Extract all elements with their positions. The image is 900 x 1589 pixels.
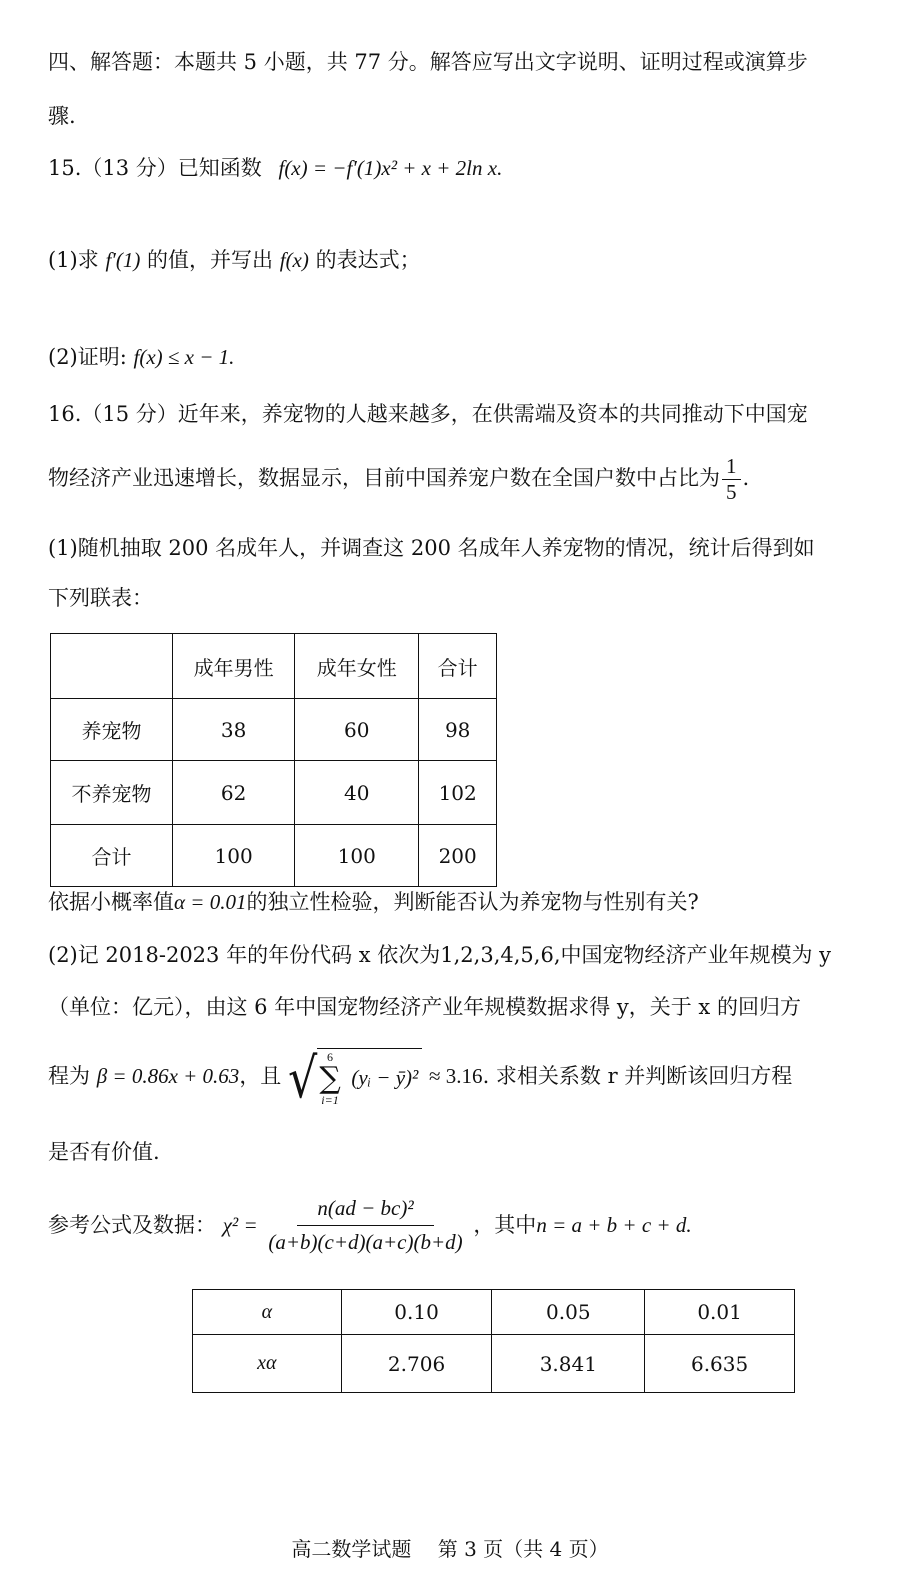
q16-fraction	[722, 456, 741, 503]
reference-label: 参考公式及数据：	[48, 1213, 216, 1238]
q16-part1-line1: (1)随机抽取 200 名成年人，并调查这 200 名成年人养宠物的情况，统计后得到如	[48, 536, 815, 560]
table-cell: 100	[295, 825, 419, 887]
table-cell: 60	[295, 699, 419, 761]
q16-part2-line3	[48, 1045, 793, 1111]
regression-equation: β = 0.86x + 0.63	[96, 1064, 240, 1089]
radicand	[317, 1048, 422, 1107]
q16-intro-line2	[48, 456, 749, 503]
table-cell: 200	[419, 825, 497, 887]
table-cell: 6.635	[645, 1335, 795, 1393]
table-cell: 2.706	[341, 1335, 492, 1393]
n-definition: n = a + b + c + d.	[536, 1213, 692, 1238]
q16-part1-line2: 下列联表：	[48, 586, 153, 610]
sum-body: (yᵢ − ȳ)²	[351, 1065, 419, 1090]
q15-part2-inequality: f(x) ≤ x − 1.	[133, 345, 235, 369]
q16-part1-q-suffix: 的独立性检验，判断能否认为养宠物与性别有关?	[246, 890, 699, 914]
q16-intro-text: 物经济产业迅速增长，数据显示，目前中国养宠户数在全国户数中占比为	[48, 466, 720, 490]
critical-value-table	[192, 1289, 795, 1393]
q16-intro-end: .	[742, 466, 750, 490]
q16-part2-suffix: . 求相关系数 r 并判断该回归方程	[482, 1064, 793, 1089]
q15-part1	[48, 250, 421, 271]
q15-part1-fx: f(x)	[279, 248, 309, 272]
table-cell: 合计	[51, 825, 173, 887]
fraction-numerator: 1	[722, 456, 741, 480]
table-cell: 3.841	[492, 1335, 645, 1393]
sqrt-expression	[288, 1045, 422, 1111]
table-cell: 102	[419, 761, 497, 825]
chi-square-numerator: n(ad − bc)²	[297, 1196, 433, 1226]
table-cell: 100	[173, 825, 295, 887]
table-row	[193, 1290, 795, 1335]
q16-intro-line1: 16.（15 分）近年来，养宠物的人越来越多，在供需端及资本的共同推动下中国宠	[48, 402, 808, 426]
q15-intro: 15.（13 分）已知函数	[48, 156, 262, 180]
q16-part2-line4: 是否有价值.	[48, 1140, 160, 1164]
table-cell: 不养宠物	[51, 761, 173, 825]
fraction-denominator: 5	[726, 480, 737, 504]
q16-part2-and: ，且	[239, 1064, 282, 1089]
page-footer: 高二数学试题 第 3 页（共 4 页）	[291, 1537, 609, 1561]
summation	[319, 1051, 340, 1107]
q15-part2	[48, 347, 234, 368]
reference-where: ，其中	[473, 1213, 537, 1238]
table-header-cell	[51, 634, 173, 699]
sum-upper-limit: 6	[327, 1050, 334, 1064]
table-header-cell: 成年女性	[295, 634, 419, 699]
table-header-cell: 成年男性	[173, 634, 295, 699]
q16-part2-prefix: 程为	[48, 1064, 90, 1089]
table-cell: 0.05	[492, 1290, 645, 1335]
contingency-table	[50, 633, 497, 887]
chi-square-denominator: (a+b)(c+d)(a+c)(b+d)	[268, 1230, 463, 1255]
q15-part2-prefix: (2)证明:	[48, 345, 127, 369]
sum-lower-limit: i=1	[321, 1093, 339, 1108]
table-cell: 40	[295, 761, 419, 825]
table-row	[51, 825, 497, 887]
table-cell: 98	[419, 699, 497, 761]
q15-statement	[48, 158, 502, 179]
q15-part1-suffix: 的表达式；	[315, 248, 421, 272]
table-row	[51, 699, 497, 761]
q15-part1-prefix: (1)求	[48, 248, 99, 272]
radical-sign-icon: √	[288, 1045, 318, 1111]
chi-square-fraction	[266, 1196, 464, 1255]
alpha-value: α = 0.01	[174, 890, 247, 914]
section-header-cont: 骤.	[48, 104, 76, 128]
q16-part2-line2: （单位：亿元），由这 6 年中国宠物经济产业年规模数据求得 y，关于 x 的回归方	[48, 995, 801, 1019]
table-row	[51, 761, 497, 825]
sum-result: ≈ 3.16	[429, 1064, 483, 1089]
q15-part1-derivative: f′(1)	[105, 248, 141, 272]
table-header-row	[51, 634, 497, 699]
table-cell: 养宠物	[51, 699, 173, 761]
table-cell: 0.01	[645, 1290, 795, 1335]
q16-part2-line1: (2)记 2018-2023 年的年份代码 x 依次为1,2,3,4,5,6,中国宠物经济产业年规模为 y	[48, 943, 832, 967]
section-header: 四、解答题：本题共 5 小题，共 77 分。解答应写出文字说明、证明过程或演算步	[48, 50, 808, 74]
table-cell: α	[193, 1290, 342, 1335]
table-header-cell: 合计	[419, 634, 497, 699]
q15-part1-mid: 的值，并写出	[147, 248, 274, 272]
q16-part1-question	[48, 892, 699, 913]
table-cell: 0.10	[341, 1290, 492, 1335]
table-cell: 38	[173, 699, 295, 761]
table-cell: xα	[193, 1335, 342, 1393]
sigma-icon: ∑	[319, 1061, 341, 1097]
q16-part1-q-prefix: 依据小概率值	[48, 890, 174, 914]
table-row	[193, 1335, 795, 1393]
q15-function-formula: f(x) = −f′(1)x² + x + 2ln x.	[278, 156, 503, 180]
reference-formula	[48, 1196, 692, 1255]
table-cell: 62	[173, 761, 295, 825]
chi-square-lhs: χ² =	[222, 1213, 258, 1238]
